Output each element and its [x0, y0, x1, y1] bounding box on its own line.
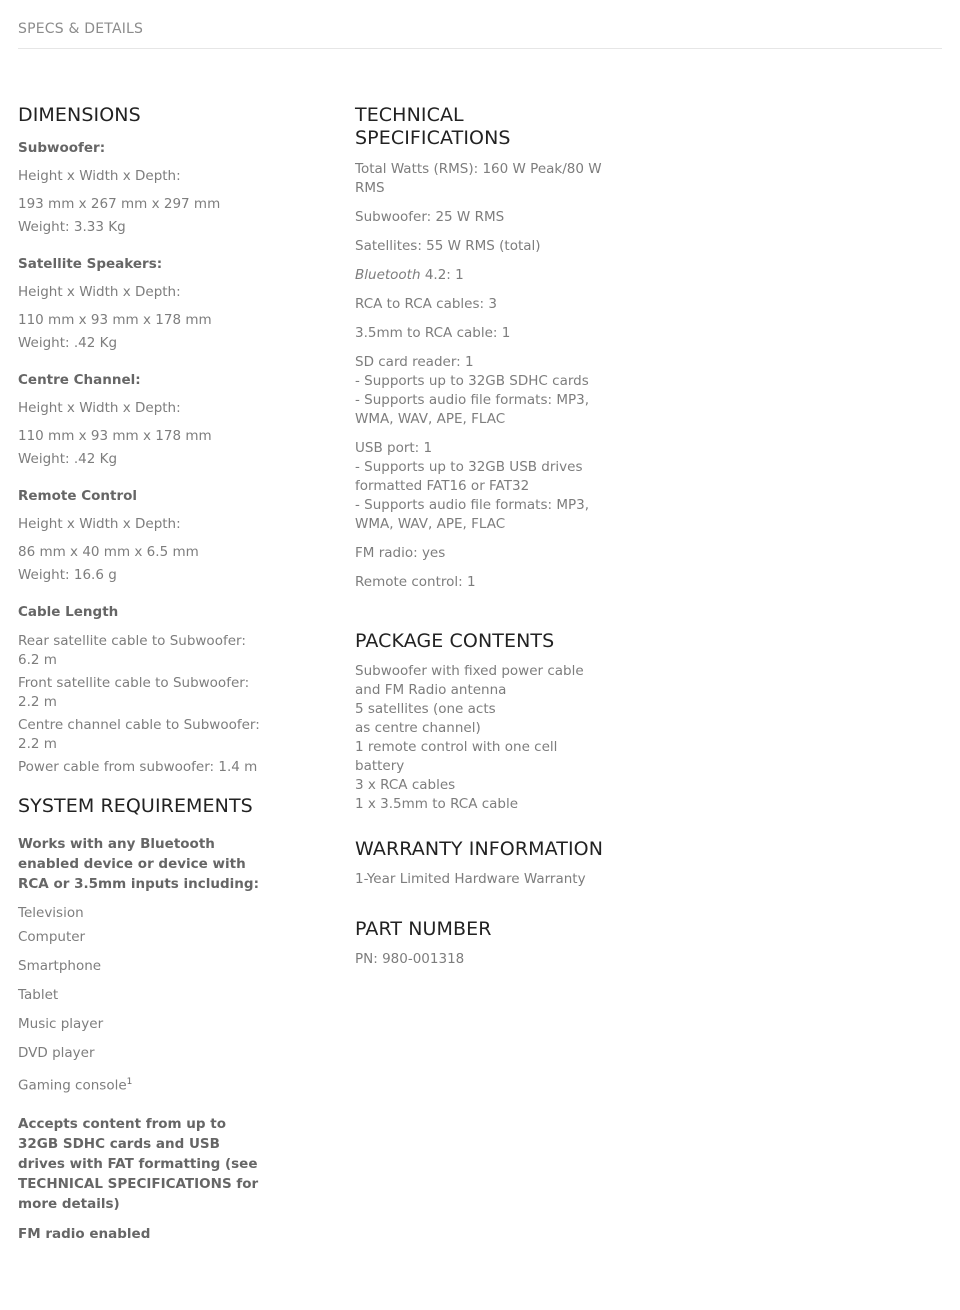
spec-usb-port: [355, 439, 605, 534]
spec-line: - Supports audio file formats: MP3, WMA, WAV, APE, FLAC: [355, 392, 589, 427]
package-item: 5 satellites (one acts: [355, 701, 496, 717]
dimension-measure: 110 mm x 93 mm x 178 mm: [18, 312, 212, 328]
spec-satellites: Satellites: 55 W RMS (total): [355, 238, 541, 254]
device-item: Tablet: [18, 987, 59, 1003]
cable-item: Centre channel cable to Subwoofer: 2.2 m: [18, 717, 260, 752]
dimension-hwd-label: Height x Width x Depth:: [18, 400, 181, 416]
spec-bluetooth: [355, 266, 605, 285]
dimension-heading: Centre Channel:: [18, 372, 141, 388]
technical-specifications-title: TECHNICAL SPECIFICATIONS: [355, 104, 511, 149]
warranty-section: [355, 838, 605, 889]
device-item-gaming: [18, 1073, 268, 1096]
dimension-block-subwoofer: [18, 139, 268, 237]
accepts-content-note: Accepts content from up to 32GB SDHC cards and USB drives with FAT formatting (see TECHNICAL SPECIFICATIONS for more details): [18, 1115, 259, 1212]
warranty-text: 1-Year Limited Hardware Warranty: [355, 871, 586, 887]
spec-line: - Supports audio file formats: MP3, WMA, WAV, APE, FLAC: [355, 497, 589, 532]
dimension-block-centre: [18, 371, 268, 469]
dimension-heading: Subwoofer:: [18, 140, 106, 156]
device-item: DVD player: [18, 1045, 95, 1061]
package-contents-title: PACKAGE CONTENTS: [355, 630, 555, 652]
spec-35mm-cable: 3.5mm to RCA cable: 1: [355, 325, 511, 341]
spec-subwoofer: Subwoofer: 25 W RMS: [355, 209, 505, 225]
cable-item: Power cable from subwoofer: 1.4 m: [18, 759, 258, 775]
system-requirements-section: [18, 795, 268, 1244]
dimension-heading: Satellite Speakers:: [18, 256, 163, 272]
device-item-label: Gaming console: [18, 1077, 127, 1094]
dimension-hwd-label: Height x Width x Depth:: [18, 516, 181, 532]
part-number-title: PART NUMBER: [355, 918, 492, 940]
spec-line: SD card reader: 1: [355, 354, 474, 370]
spec-remote-control: Remote control: 1: [355, 574, 476, 590]
dimension-weight: Weight: 3.33 Kg: [18, 219, 126, 235]
spec-line: USB port: 1: [355, 440, 433, 456]
spec-total-watts: Total Watts (RMS): 160 W Peak/80 W RMS: [355, 161, 602, 196]
dimension-heading: Remote Control: [18, 488, 138, 504]
dimension-hwd-label: Height x Width x Depth:: [18, 168, 181, 184]
device-item: Television: [18, 905, 84, 921]
dimension-weight: Weight: .42 Kg: [18, 335, 118, 351]
dimension-block-satellites: [18, 255, 268, 353]
cable-length-heading: Cable Length: [18, 604, 119, 620]
dimension-measure: 86 mm x 40 mm x 6.5 mm: [18, 544, 199, 560]
device-item: Smartphone: [18, 958, 102, 974]
spec-line: - Supports up to 32GB USB drives formatted FAT16 or FAT32: [355, 459, 583, 494]
device-item: Computer: [18, 929, 86, 945]
spec-line: - Supports up to 32GB SDHC cards: [355, 373, 589, 389]
footnote-mark: 1: [126, 1077, 133, 1087]
part-number-text: PN: 980-001318: [355, 951, 465, 967]
warranty-title: WARRANTY INFORMATION: [355, 838, 604, 860]
spec-rca-cables: RCA to RCA cables: 3: [355, 296, 497, 312]
device-list: [18, 904, 268, 1096]
part-number-section: [355, 918, 605, 969]
right-column: [355, 104, 605, 969]
package-item: as centre channel): [355, 720, 481, 736]
specs-details-title: SPECS & DETAILS: [18, 21, 144, 37]
dimension-measure: 110 mm x 93 mm x 178 mm: [18, 428, 212, 444]
dimension-weight: Weight: 16.6 g: [18, 567, 117, 583]
cable-item: Front satellite cable to Subwoofer: 2.2 m: [18, 675, 250, 710]
package-item: 1 x 3.5mm to RCA cable: [355, 796, 519, 812]
cable-length-block: [18, 603, 268, 777]
package-contents-section: [355, 630, 605, 814]
bluetooth-word: Bluetooth: [355, 267, 421, 283]
cable-item: Rear satellite cable to Subwoofer: 6.2 m: [18, 633, 246, 668]
spec-fm-radio: FM radio: yes: [355, 545, 446, 561]
specs-header: [18, 20, 942, 49]
dimension-hwd-label: Height x Width x Depth:: [18, 284, 181, 300]
fm-radio-note: FM radio enabled: [18, 1225, 151, 1242]
bluetooth-version: 4.2: 1: [420, 267, 464, 283]
device-item: Music player: [18, 1016, 104, 1032]
spec-sd-card: [355, 353, 605, 429]
dimensions-title: DIMENSIONS: [18, 104, 141, 126]
system-requirements-intro: Works with any Bluetooth enabled device or device with RCA or 3.5mm inputs including:: [18, 836, 259, 892]
package-item: 3 x RCA cables: [355, 777, 456, 793]
package-item: 1 remote control with one cell battery: [355, 739, 558, 774]
left-column: [18, 104, 268, 1244]
package-item: Subwoofer with fixed power cable and FM Radio antenna: [355, 663, 584, 698]
dimension-weight: Weight: .42 Kg: [18, 451, 118, 467]
system-requirements-title: SYSTEM REQUIREMENTS: [18, 795, 253, 817]
dimension-measure: 193 mm x 267 mm x 297 mm: [18, 196, 221, 212]
dimension-block-remote: [18, 487, 268, 585]
